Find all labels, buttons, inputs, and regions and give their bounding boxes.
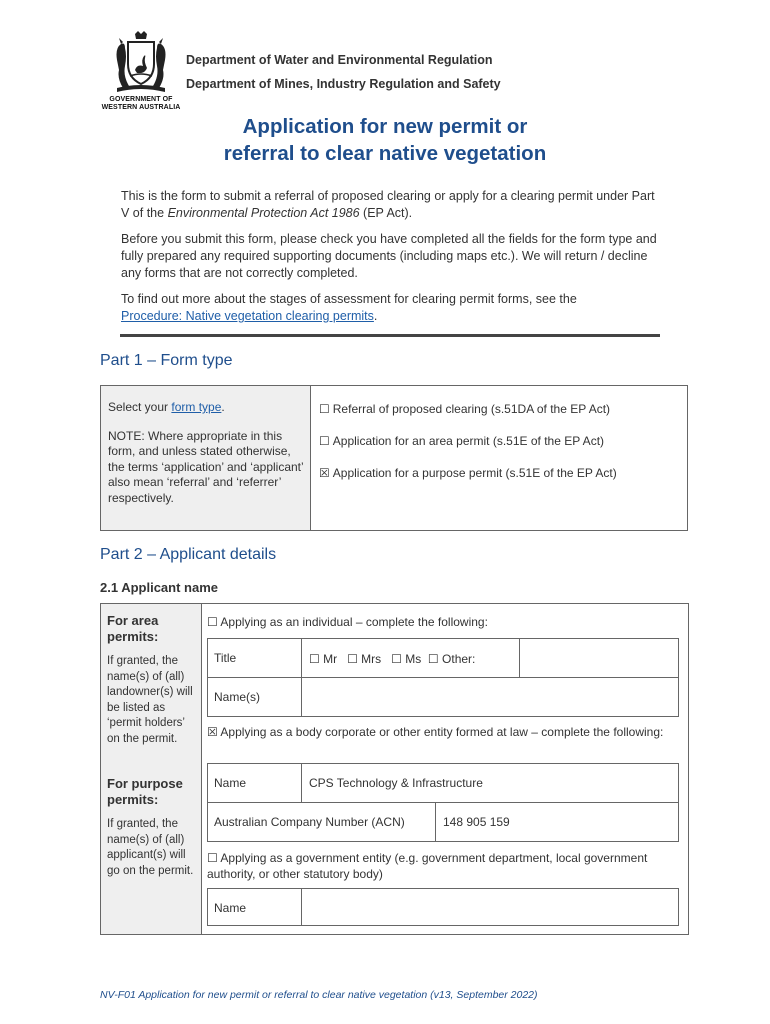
names-label: Name(s) (214, 690, 261, 704)
form-type-table (100, 385, 688, 531)
purpose-permits-text: If granted, the name(s) of (all) applicant(s) will go on the permit. (107, 818, 194, 877)
crest-icon (111, 30, 171, 96)
acn-row (207, 802, 679, 842)
form-type-options (311, 386, 688, 531)
procedure-link[interactable]: Procedure: Native vegetation clearing permits (121, 309, 374, 323)
company-name-row (207, 763, 679, 803)
part1-heading: Part 1 – Form type (100, 352, 233, 369)
applicant-name-subheading: 2.1 Applicant name (100, 580, 218, 595)
intro-paragraph-2: Before you submit this form, please check you have completed all the fields for the form type and fully prepared any required supporting documents (including maps etc.). We will return / decline any forms that are not correctly completed. (121, 232, 657, 280)
logo-caption-line2: WESTERN AUSTRALIA (101, 104, 181, 111)
government-crest-logo (97, 30, 185, 112)
gov-name-row (207, 888, 679, 926)
names-row (207, 677, 679, 717)
company-name-label: Name (214, 776, 247, 790)
option-area-permit[interactable] (319, 433, 679, 449)
option-area-permit-label: Application for an area permit (s.51E of the EP Act) (332, 434, 605, 448)
select-form-type-text (108, 400, 304, 416)
title-line2: referral to clear native vegetation (223, 142, 547, 165)
applicant-name-table (100, 603, 689, 935)
checkbox-area-permit[interactable]: ☐ (319, 434, 330, 448)
applicant-guidance-column (101, 604, 202, 934)
acn-label: Australian Company Number (ACN) (214, 815, 405, 829)
body-corporate-option[interactable]: ☒ Applying as a body corporate or other entity formed at law – complete the following: (207, 725, 664, 739)
gov-name-label: Name (214, 901, 247, 915)
department-water: Department of Water and Environmental Regulation (186, 53, 493, 67)
intro-p1-act: Environmental Protection Act 1986 (167, 206, 360, 220)
checkbox-purpose-permit[interactable]: ☒ (319, 466, 330, 480)
intro-p3-end: . (373, 309, 378, 323)
government-entity-option[interactable]: ☐ Applying as a government entity (e.g. government department, local government authority, or other statutory body) (207, 851, 648, 881)
form-type-note: NOTE: Where appropriate in this form, and unless stated otherwise, the terms ‘application’ and ‘applicant’ also mean ‘referral’ and ‘referrer’ respectively. (108, 428, 304, 505)
footer-form-reference: NV-F01 Application for new permit or referral to clear native vegetation (v13, September 2022) (100, 989, 538, 1001)
title-row (207, 638, 679, 678)
option-referral-label: Referral of proposed clearing (s.51DA of the EP Act) (332, 402, 611, 416)
title-line1: Application for new permit or (242, 115, 528, 138)
acn-value[interactable]: 148 905 159 (443, 815, 510, 829)
department-mines: Department of Mines, Industry Regulation and Safety (186, 77, 501, 91)
individual-option[interactable]: ☐ Applying as an individual – complete the following: (207, 615, 488, 629)
page-title (0, 113, 770, 167)
intro-p3-text: To find out more about the stages of assessment for clearing permit forms, see the (121, 292, 577, 306)
intro-p1-end: (EP Act). (359, 206, 413, 220)
title-label: Title (214, 651, 237, 665)
purpose-permits-heading: For purpose permits: (107, 776, 183, 807)
form-type-instructions (101, 386, 311, 531)
option-purpose-permit[interactable] (319, 465, 679, 481)
intro-paragraph-3 (121, 291, 661, 325)
checkbox-referral[interactable]: ☐ (319, 402, 330, 416)
company-name-value[interactable]: CPS Technology & Infrastructure (309, 776, 483, 790)
intro-paragraph-1 (121, 188, 661, 222)
area-permits-text: If granted, the name(s) of (all) landowner(s) will be listed as ‘permit holders’ on the permit. (107, 655, 193, 745)
part2-heading: Part 2 – Applicant details (100, 546, 277, 563)
option-referral[interactable] (319, 401, 679, 417)
logo-caption-line1: GOVERNMENT OF (109, 96, 173, 103)
title-options[interactable]: ☐ Mr ☐ Mrs ☐ Ms ☐ Other: (309, 652, 476, 666)
logo-caption (97, 96, 185, 112)
select-suffix: . (221, 400, 225, 414)
area-permits-heading: For area permits: (107, 613, 159, 644)
section-divider (120, 334, 660, 337)
form-type-link[interactable]: form type (171, 400, 222, 414)
select-prefix: Select your (108, 400, 172, 414)
intro-p1-text: This is the form to submit a referral of proposed clearing or apply for a clearing permit under Part V of the (121, 189, 655, 220)
option-purpose-permit-label: Application for a purpose permit (s.51E of the EP Act) (332, 466, 617, 480)
